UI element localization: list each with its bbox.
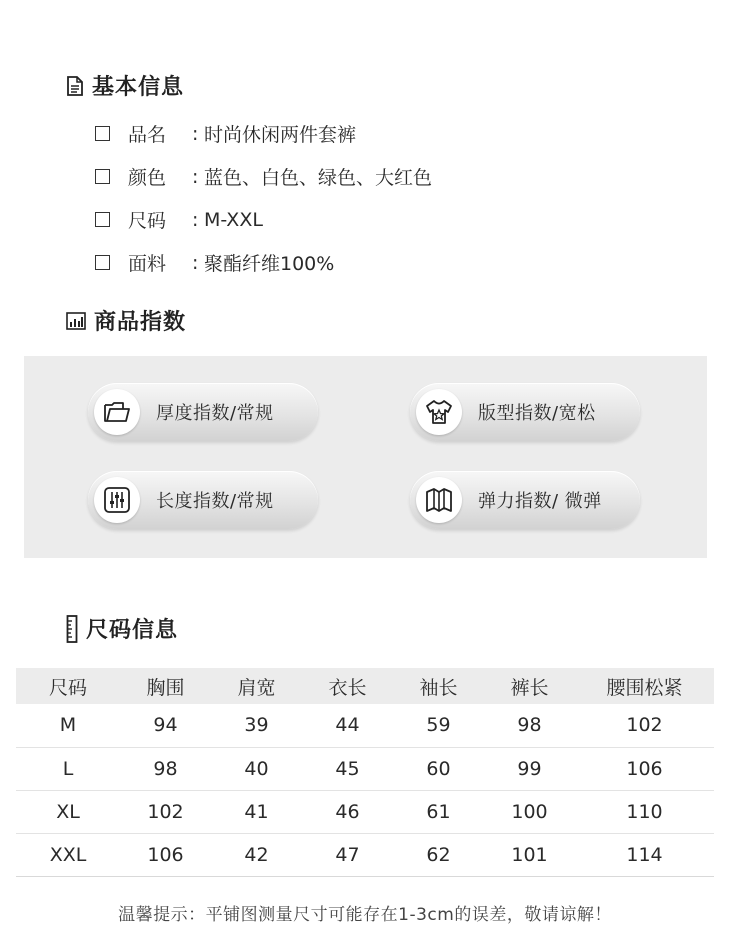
measurement-note: 温馨提示：平铺图测量尺寸可能存在1-3cm的误差，敬请谅解！: [118, 905, 612, 925]
table-cell: 60: [393, 747, 484, 790]
document-icon: [66, 76, 84, 96]
table-cell: L: [16, 747, 120, 790]
table-cell: 41: [211, 790, 302, 833]
table-cell: XL: [16, 790, 120, 833]
info-separator: :: [192, 208, 199, 231]
product-index-panel: [24, 356, 707, 558]
table-row: [16, 704, 714, 747]
info-value: 蓝色、白色、绿色、大红色: [204, 167, 433, 189]
basic-info-title: 基本信息: [92, 75, 185, 100]
ruler-icon: [66, 615, 78, 643]
basic-info-heading: [66, 70, 184, 101]
product-index-title: 商品指数: [94, 310, 187, 335]
info-label: 颜色: [128, 167, 167, 189]
table-row: [16, 833, 714, 876]
elasticity-index-pill: [410, 471, 640, 529]
info-value: 时尚休闲两件套裤: [204, 124, 357, 146]
info-separator: :: [192, 165, 199, 188]
table-cell: XXL: [16, 833, 120, 876]
table-cell: 114: [575, 833, 714, 876]
table-cell: 99: [484, 747, 575, 790]
size-info-title: 尺码信息: [86, 618, 179, 643]
size-table-header: 尺码: [16, 668, 120, 704]
elasticity-index-label: 弹力指数/ 微弹: [478, 491, 602, 512]
table-cell: 94: [120, 704, 211, 747]
info-row-size: [95, 206, 263, 233]
info-value: 聚酯纤维100%: [204, 253, 335, 275]
info-separator: :: [192, 251, 199, 274]
table-cell: 106: [575, 747, 714, 790]
map-icon: [416, 477, 462, 523]
size-table-header: 肩宽: [211, 668, 302, 704]
checkbox-icon: [95, 169, 110, 184]
table-row: [16, 790, 714, 833]
size-table-header-row: [16, 668, 714, 704]
folder-icon: [94, 389, 140, 435]
table-cell: 40: [211, 747, 302, 790]
size-table-header: 胸围: [120, 668, 211, 704]
checkbox-icon: [95, 255, 110, 270]
table-cell: 100: [484, 790, 575, 833]
info-row-fabric: [95, 249, 334, 276]
info-label: 尺码: [128, 210, 167, 232]
size-info-heading: [66, 613, 178, 644]
bar-chart-icon: [66, 312, 86, 330]
table-cell: M: [16, 704, 120, 747]
table-cell: 102: [575, 704, 714, 747]
thickness-index-pill: [88, 383, 318, 441]
length-index-pill: [88, 471, 318, 529]
size-table-header: 衣长: [302, 668, 393, 704]
length-index-label: 长度指数/常规: [156, 491, 274, 512]
thickness-index-label: 厚度指数/常规: [156, 403, 274, 424]
table-cell: 110: [575, 790, 714, 833]
fit-index-label: 版型指数/宽松: [478, 403, 596, 424]
table-cell: 59: [393, 704, 484, 747]
table-cell: 47: [302, 833, 393, 876]
checkbox-icon: [95, 212, 110, 227]
info-separator: :: [192, 122, 199, 145]
table-cell: 98: [120, 747, 211, 790]
info-label: 面料: [128, 253, 167, 275]
info-label: 品名: [128, 124, 167, 146]
table-cell: 39: [211, 704, 302, 747]
product-index-heading: [66, 305, 186, 336]
size-table-header: 腰围松紧: [575, 668, 714, 704]
table-cell: 42: [211, 833, 302, 876]
table-cell: 62: [393, 833, 484, 876]
checkbox-icon: [95, 126, 110, 141]
info-row-color: [95, 163, 432, 190]
size-table: [16, 668, 714, 877]
info-value: M-XXL: [204, 208, 263, 231]
table-cell: 98: [484, 704, 575, 747]
table-cell: 102: [120, 790, 211, 833]
size-table-header: 袖长: [393, 668, 484, 704]
sliders-icon: [94, 477, 140, 523]
table-cell: 44: [302, 704, 393, 747]
size-table-header: 裤长: [484, 668, 575, 704]
table-cell: 61: [393, 790, 484, 833]
table-cell: 106: [120, 833, 211, 876]
table-row: [16, 747, 714, 790]
table-cell: 45: [302, 747, 393, 790]
shirt-icon: [416, 389, 462, 435]
fit-index-pill: [410, 383, 640, 441]
table-cell: 101: [484, 833, 575, 876]
info-row-name: [95, 120, 356, 147]
table-cell: 46: [302, 790, 393, 833]
